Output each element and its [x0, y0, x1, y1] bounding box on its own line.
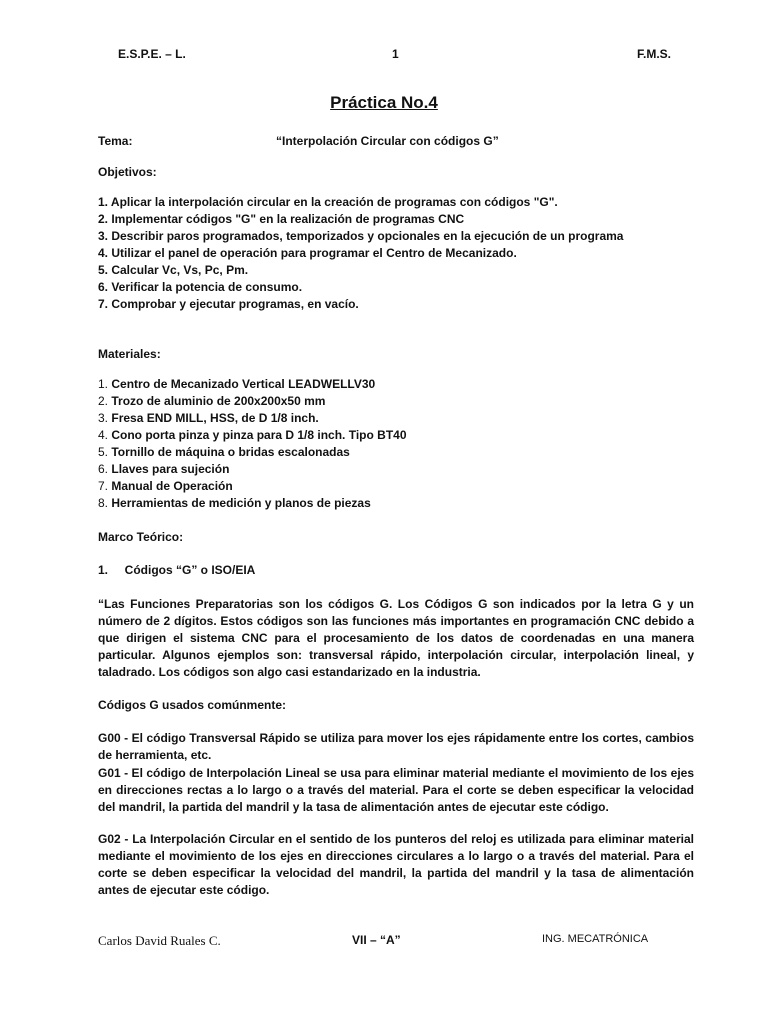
material-item — [98, 478, 694, 495]
objetivo-item: 4. Utilizar el panel de operación para programar el Centro de Mecanizado. — [98, 246, 517, 260]
material-text: Tornillo de máquina o bridas escalonadas — [111, 445, 350, 459]
footer-author: Carlos David Ruales C. — [98, 933, 221, 948]
header-page-number: 1 — [392, 47, 399, 61]
material-item — [98, 393, 694, 410]
tema-value: “Interpolación Circular con códigos G” — [276, 134, 499, 148]
material-text: Llaves para sujeción — [111, 462, 230, 476]
material-item — [98, 376, 694, 393]
objetivo-item: 5. Calcular Vc, Vs, Pc, Pm. — [98, 263, 249, 277]
header-left: E.S.P.E. – L. — [118, 47, 186, 61]
material-item — [98, 461, 694, 478]
footer-course: VII – “A” — [352, 933, 401, 947]
tema-label: Tema: — [98, 134, 133, 148]
objetivos-list — [98, 194, 694, 313]
material-number: 1. — [98, 377, 109, 391]
materiales-list — [98, 376, 694, 512]
objetivos-heading: Objetivos: — [98, 165, 157, 179]
section-heading-codigos-g: 1. Códigos “G” o ISO/EIA — [98, 563, 256, 577]
material-text: Herramientas de medición y planos de piezas — [111, 496, 371, 510]
material-text: Centro de Mecanizado Vertical LEADWELLV30 — [111, 377, 376, 391]
materiales-heading: Materiales: — [98, 347, 161, 361]
codigos-usados-heading: Códigos G usados comúnmente: — [98, 698, 287, 712]
objetivo-item: 1. Aplicar la interpolación circular en la creación de programas con códigos "G". — [98, 195, 558, 209]
material-text: Fresa END MILL, HSS, de D 1/8 inch. — [111, 411, 319, 425]
objetivo-item: 3. Describir paros programados, temporizados y opcionales en la ejecución de un programa — [98, 229, 624, 243]
paragraph-funciones-preparatorias: “Las Funciones Preparatorias son los códigos G. Los Códigos G son indicados por la letra G y un número de 2 dígitos. Estos códigos son las funciones más importantes en programación CNC debido a que dirigen el sistema CNC para el procesamiento de los datos de coordenadas en una manera particular. Algunos ejemplos son: transversal rápido, interpolación circular, interpolación lineal, y taladrado. Los códigos son algo casi estandarizado en la industria. — [98, 597, 694, 679]
material-item — [98, 410, 694, 427]
material-number: 6. — [98, 462, 109, 476]
objetivo-item: 6. Verificar la potencia de consumo. — [98, 280, 303, 294]
objetivo-item: 2. Implementar códigos "G" en la realización de programas CNC — [98, 212, 465, 226]
material-text: Manual de Operación — [111, 479, 233, 493]
material-number: 7. — [98, 479, 109, 493]
footer-career: ING. MECATRÓNICA — [542, 933, 649, 945]
page-title: Práctica No.4 — [330, 93, 438, 112]
material-number: 8. — [98, 496, 109, 510]
material-item — [98, 444, 694, 461]
marco-heading: Marco Teórico: — [98, 530, 184, 544]
header-right: F.M.S. — [637, 47, 672, 61]
material-number: 4. — [98, 428, 109, 442]
material-text: Trozo de aluminio de 200x200x50 mm — [111, 394, 326, 408]
material-item — [98, 427, 694, 444]
paragraph-g01: G01 - El código de Interpolación Lineal se usa para eliminar material mediante el movimiento de los ejes en direcciones rectas a lo largo o a través del material. Para el corte se deben especificar la velocidad del mandril, la partida del mandril y la tasa de alimentación antes de ejecutar este código. — [98, 766, 694, 814]
paragraph-g02: G02 - La Interpolación Circular en el sentido de los punteros del reloj es utilizada para eliminar material mediante el movimiento de los ejes en direcciones circulares a lo largo o a través del material. Para el corte se deben especificar la velocidad del mandril, la partida del mandril y la tasa de alimentación antes de ejecutar este código. — [98, 832, 694, 897]
material-item — [98, 495, 694, 512]
material-text: Cono porta pinza y pinza para D 1/8 inch. Tipo BT40 — [111, 428, 407, 442]
objetivo-item: 7. Comprobar y ejecutar programas, en vacío. — [98, 297, 359, 311]
paragraph-g00: G00 - El código Transversal Rápido se utiliza para mover los ejes rápidamente entre los cortes, cambios de herramienta, etc. — [98, 731, 694, 762]
tema-row — [98, 133, 694, 150]
material-number: 3. — [98, 411, 109, 425]
material-number: 2. — [98, 394, 109, 408]
material-number: 5. — [98, 445, 109, 459]
